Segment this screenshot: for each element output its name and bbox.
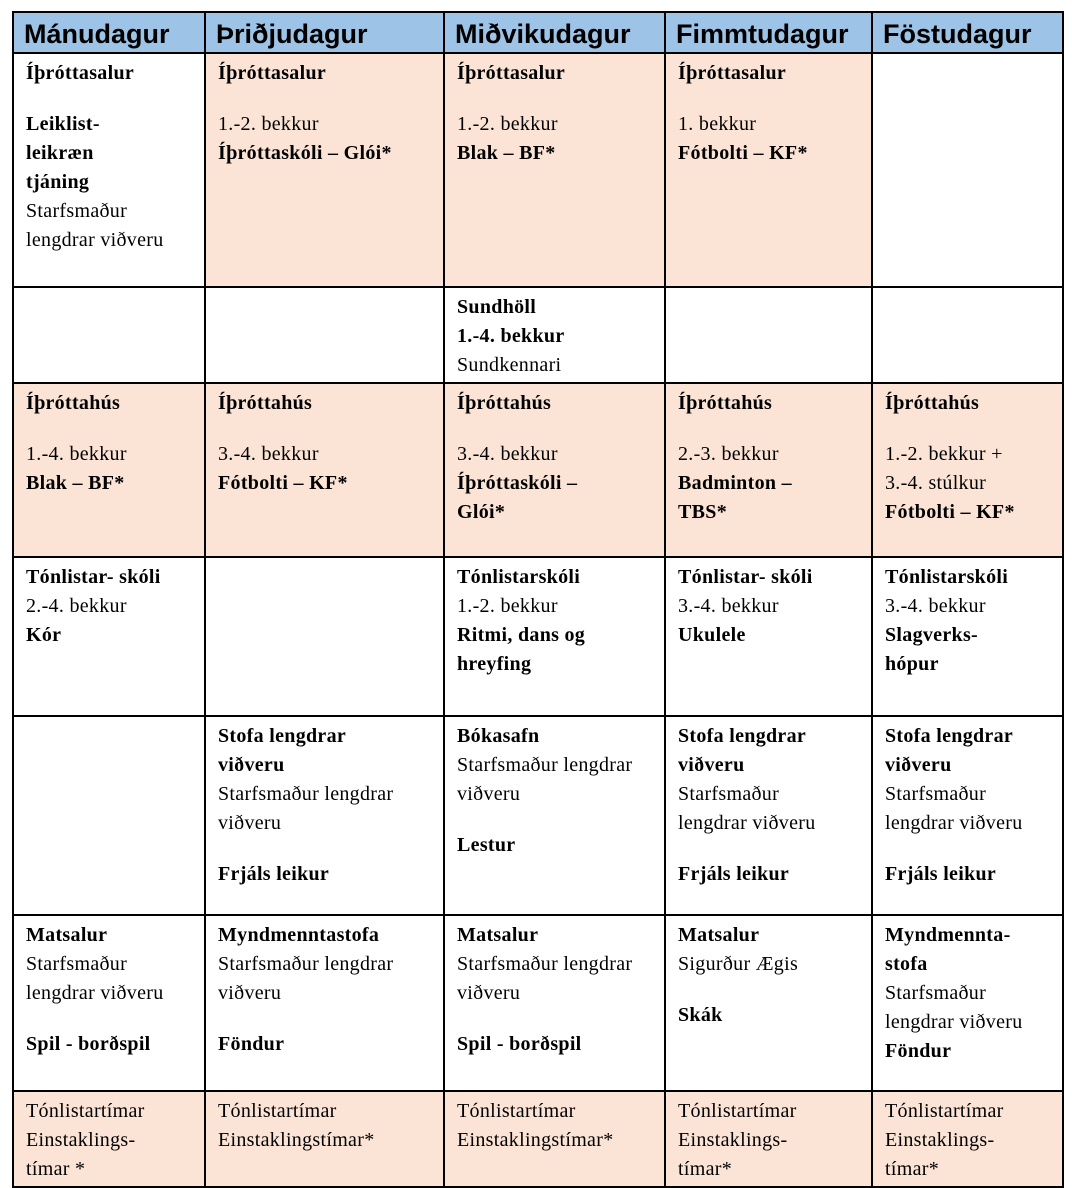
schedule-cell-wednesday [444, 1091, 665, 1187]
schedule-row [13, 383, 1063, 557]
cell-detail-text: 1.-2. bekkur + [885, 443, 1003, 465]
cell-detail-text: viðveru [218, 812, 282, 834]
schedule-cell-monday [13, 716, 205, 915]
cell-heading-text: hópur [885, 653, 939, 675]
schedule-row [13, 1091, 1063, 1187]
cell-detail-text: Starfsmaður lengdrar [457, 754, 633, 776]
cell-heading-text: Fótbolti – KF* [885, 501, 1015, 523]
cell-heading-text: Stofa lengdrar [885, 725, 1014, 747]
cell-heading-text: Íþróttaskóli – [457, 472, 578, 494]
cell-heading-text: viðveru [885, 754, 952, 776]
cell-heading-text: Spil - borðspil [26, 1033, 151, 1055]
cell-detail-text: Starfsmaður lengdrar [218, 783, 394, 805]
cell-heading-text: viðveru [678, 754, 745, 776]
schedule-cell-monday [13, 915, 205, 1091]
schedule-row [13, 716, 1063, 915]
cell-detail-text: Einstaklingstímar* [218, 1129, 375, 1151]
cell-heading-text: Blak – BF* [457, 142, 556, 164]
cell-heading-text: Bókasafn [457, 725, 540, 747]
schedule-cell-wednesday [444, 53, 665, 287]
schedule-cell-monday [13, 287, 205, 383]
cell-spacer [218, 838, 439, 860]
cell-heading-text: Blak – BF* [26, 472, 125, 494]
cell-detail-text: viðveru [457, 982, 521, 1004]
schedule-cell-thursday [665, 383, 872, 557]
cell-detail-text: Starfsmaður [885, 783, 987, 805]
cell-detail-text: lengdrar viðveru [26, 229, 164, 251]
schedule-cell-monday [13, 383, 205, 557]
cell-heading-text: Tónlistarskóli [457, 566, 581, 588]
cell-detail-text: viðveru [218, 982, 282, 1004]
cell-detail-text: lengdrar viðveru [26, 982, 164, 1004]
cell-detail-text: Tónlistartímar [457, 1100, 576, 1122]
cell-heading-text: stofa [885, 953, 928, 975]
cell-detail-text: Starfsmaður lengdrar [218, 953, 394, 975]
schedule-cell-monday [13, 53, 205, 287]
cell-heading-text: Stofa lengdrar [678, 725, 807, 747]
cell-detail-text: Sigurður Ægis [678, 953, 799, 975]
cell-heading-text: Matsalur [457, 924, 539, 946]
cell-heading-text: Matsalur [678, 924, 760, 946]
schedule-cell-tuesday [205, 1091, 444, 1187]
cell-detail-text: Starfsmaður [26, 953, 128, 975]
cell-spacer [678, 88, 867, 110]
cell-heading-text: Föndur [218, 1033, 285, 1055]
cell-heading-text: Kór [26, 624, 62, 646]
cell-heading-text: Myndmenntastofa [218, 924, 380, 946]
schedule-cell-tuesday [205, 287, 444, 383]
schedule-cell-friday [872, 1091, 1063, 1187]
schedule-cell-thursday [665, 716, 872, 915]
cell-heading-text: viðveru [218, 754, 285, 776]
cell-detail-text: 1.-2. bekkur [457, 113, 558, 135]
schedule-cell-tuesday [205, 383, 444, 557]
cell-detail-text: lengdrar viðveru [885, 812, 1023, 834]
cell-detail-text: viðveru [457, 783, 521, 805]
cell-heading-text: Ritmi, dans og [457, 624, 586, 646]
cell-detail-text: 1.-2. bekkur [218, 113, 319, 135]
cell-detail-text: Tónlistartímar [218, 1100, 337, 1122]
cell-heading-text: Tónlistar- skóli [678, 566, 813, 588]
cell-heading-text: Myndmennta- [885, 924, 1011, 946]
schedule-cell-friday [872, 915, 1063, 1091]
schedule-cell-monday [13, 1091, 205, 1187]
cell-detail-text: 2.-4. bekkur [26, 595, 127, 617]
cell-detail-text: Tónlistartímar [885, 1100, 1004, 1122]
cell-heading-text: Frjáls leikur [885, 863, 997, 885]
cell-heading-text: TBS* [678, 501, 728, 523]
schedule-row [13, 53, 1063, 287]
cell-heading-text: Skák [678, 1004, 723, 1026]
cell-heading-text: Íþróttasalur [457, 62, 566, 84]
schedule-cell-thursday [665, 53, 872, 287]
cell-detail-text: 1.-2. bekkur [457, 595, 558, 617]
cell-heading-text: Frjáls leikur [218, 863, 330, 885]
cell-heading-text: Íþróttahús [457, 392, 552, 414]
cell-detail-text: Starfsmaður [678, 783, 780, 805]
cell-detail-text: Starfsmaður lengdrar [457, 953, 633, 975]
cell-heading-text: Föndur [885, 1040, 952, 1062]
cell-detail-text: Starfsmaður [26, 200, 128, 222]
schedule-cell-friday [872, 716, 1063, 915]
cell-heading-text: Fótbolti – KF* [678, 142, 808, 164]
cell-detail-text: Einstaklings- [678, 1129, 788, 1151]
cell-detail-text: 1.-4. bekkur [26, 443, 127, 465]
cell-heading-text: Spil - borðspil [457, 1033, 582, 1055]
schedule-cell-wednesday [444, 915, 665, 1091]
schedule-cell-thursday [665, 915, 872, 1091]
cell-detail-text: 3.-4. bekkur [885, 595, 986, 617]
cell-detail-text: 1. bekkur [678, 113, 757, 135]
schedule-cell-tuesday [205, 53, 444, 287]
cell-heading-text: Stofa lengdrar [218, 725, 347, 747]
cell-detail-text: Einstaklings- [885, 1129, 995, 1151]
cell-heading-text: Íþróttaskóli – Glói* [218, 142, 392, 164]
cell-heading-text: Íþróttasalur [678, 62, 787, 84]
cell-detail-text: lengdrar viðveru [885, 1011, 1023, 1033]
schedule-cell-wednesday [444, 383, 665, 557]
schedule-cell-friday [872, 557, 1063, 716]
day-header-tuesday: Þriðjudagur [205, 12, 444, 53]
cell-spacer [218, 1008, 439, 1030]
cell-heading-text: Ukulele [678, 624, 746, 646]
cell-spacer [457, 418, 660, 440]
schedule-cell-tuesday [205, 915, 444, 1091]
cell-detail-text: 2.-3. bekkur [678, 443, 779, 465]
schedule-cell-tuesday [205, 716, 444, 915]
cell-heading-text: Matsalur [26, 924, 108, 946]
cell-heading-text: Íþróttahús [218, 392, 313, 414]
cell-heading-text: Tónlistarskóli [885, 566, 1009, 588]
cell-spacer [218, 418, 439, 440]
schedule-cell-wednesday [444, 716, 665, 915]
cell-detail-text: Tónlistartímar [678, 1100, 797, 1122]
schedule-cell-tuesday [205, 557, 444, 716]
schedule-cell-friday [872, 287, 1063, 383]
cell-detail-text: Starfsmaður [885, 982, 987, 1004]
cell-heading-text: hreyfing [457, 653, 532, 675]
cell-detail-text: tímar* [885, 1158, 940, 1180]
cell-detail-text: Einstaklings- [26, 1129, 136, 1151]
cell-detail-text: 3.-4. bekkur [457, 443, 558, 465]
cell-heading-text: Sundhöll [457, 296, 537, 318]
cell-spacer [885, 418, 1058, 440]
cell-detail-text: tímar* [678, 1158, 733, 1180]
cell-spacer [26, 1008, 200, 1030]
cell-heading-text: leikræn [26, 142, 94, 164]
cell-detail-text: 3.-4. bekkur [218, 443, 319, 465]
schedule-cell-thursday [665, 557, 872, 716]
cell-spacer [678, 979, 867, 1001]
schedule-cell-wednesday [444, 557, 665, 716]
cell-spacer [457, 1008, 660, 1030]
schedule-row [13, 557, 1063, 716]
cell-spacer [457, 88, 660, 110]
cell-heading-text: Slagverks- [885, 624, 978, 646]
weekly-schedule-table [12, 11, 1064, 1188]
cell-heading-text: Íþróttasalur [218, 62, 327, 84]
schedule-row [13, 915, 1063, 1091]
cell-heading-text: Frjáls leikur [678, 863, 790, 885]
cell-spacer [457, 809, 660, 831]
header-row [13, 12, 1063, 53]
cell-detail-text: Sundkennari [457, 354, 562, 376]
cell-heading-text: Glói* [457, 501, 506, 523]
cell-heading-text: tjáning [26, 171, 90, 193]
schedule-body [13, 53, 1063, 1187]
cell-heading-text: Fótbolti – KF* [218, 472, 348, 494]
schedule-cell-thursday [665, 287, 872, 383]
cell-detail-text: 3.-4. stúlkur [885, 472, 987, 494]
cell-heading-text: Íþróttahús [885, 392, 980, 414]
cell-detail-text: Einstaklingstímar* [457, 1129, 614, 1151]
schedule-cell-wednesday [444, 287, 665, 383]
cell-heading-text: Íþróttasalur [26, 62, 135, 84]
cell-heading-text: Lestur [457, 834, 516, 856]
cell-heading-text: Tónlistar- skóli [26, 566, 161, 588]
cell-detail-text: lengdrar viðveru [678, 812, 816, 834]
cell-detail-text: 3.-4. bekkur [678, 595, 779, 617]
cell-detail-text: tímar * [26, 1158, 86, 1180]
cell-detail-text: Tónlistartímar [26, 1100, 145, 1122]
cell-spacer [26, 418, 200, 440]
schedule-cell-thursday [665, 1091, 872, 1187]
cell-spacer [26, 88, 200, 110]
cell-spacer [885, 838, 1058, 860]
cell-spacer [678, 418, 867, 440]
day-header-wednesday: Miðvikudagur [444, 12, 665, 53]
cell-heading-text: 1.-4. bekkur [457, 325, 565, 347]
cell-heading-text: Badminton – [678, 472, 792, 494]
cell-spacer [678, 838, 867, 860]
schedule-cell-monday [13, 557, 205, 716]
cell-heading-text: Íþróttahús [26, 392, 121, 414]
day-header-thursday: Fimmtudagur [665, 12, 872, 53]
day-header-monday: Mánudagur [13, 12, 205, 53]
cell-heading-text: Íþróttahús [678, 392, 773, 414]
schedule-cell-friday [872, 53, 1063, 287]
cell-spacer [218, 88, 439, 110]
day-header-friday: Föstudagur [872, 12, 1063, 53]
schedule-cell-friday [872, 383, 1063, 557]
cell-heading-text: Leiklist- [26, 113, 100, 135]
schedule-row [13, 287, 1063, 383]
